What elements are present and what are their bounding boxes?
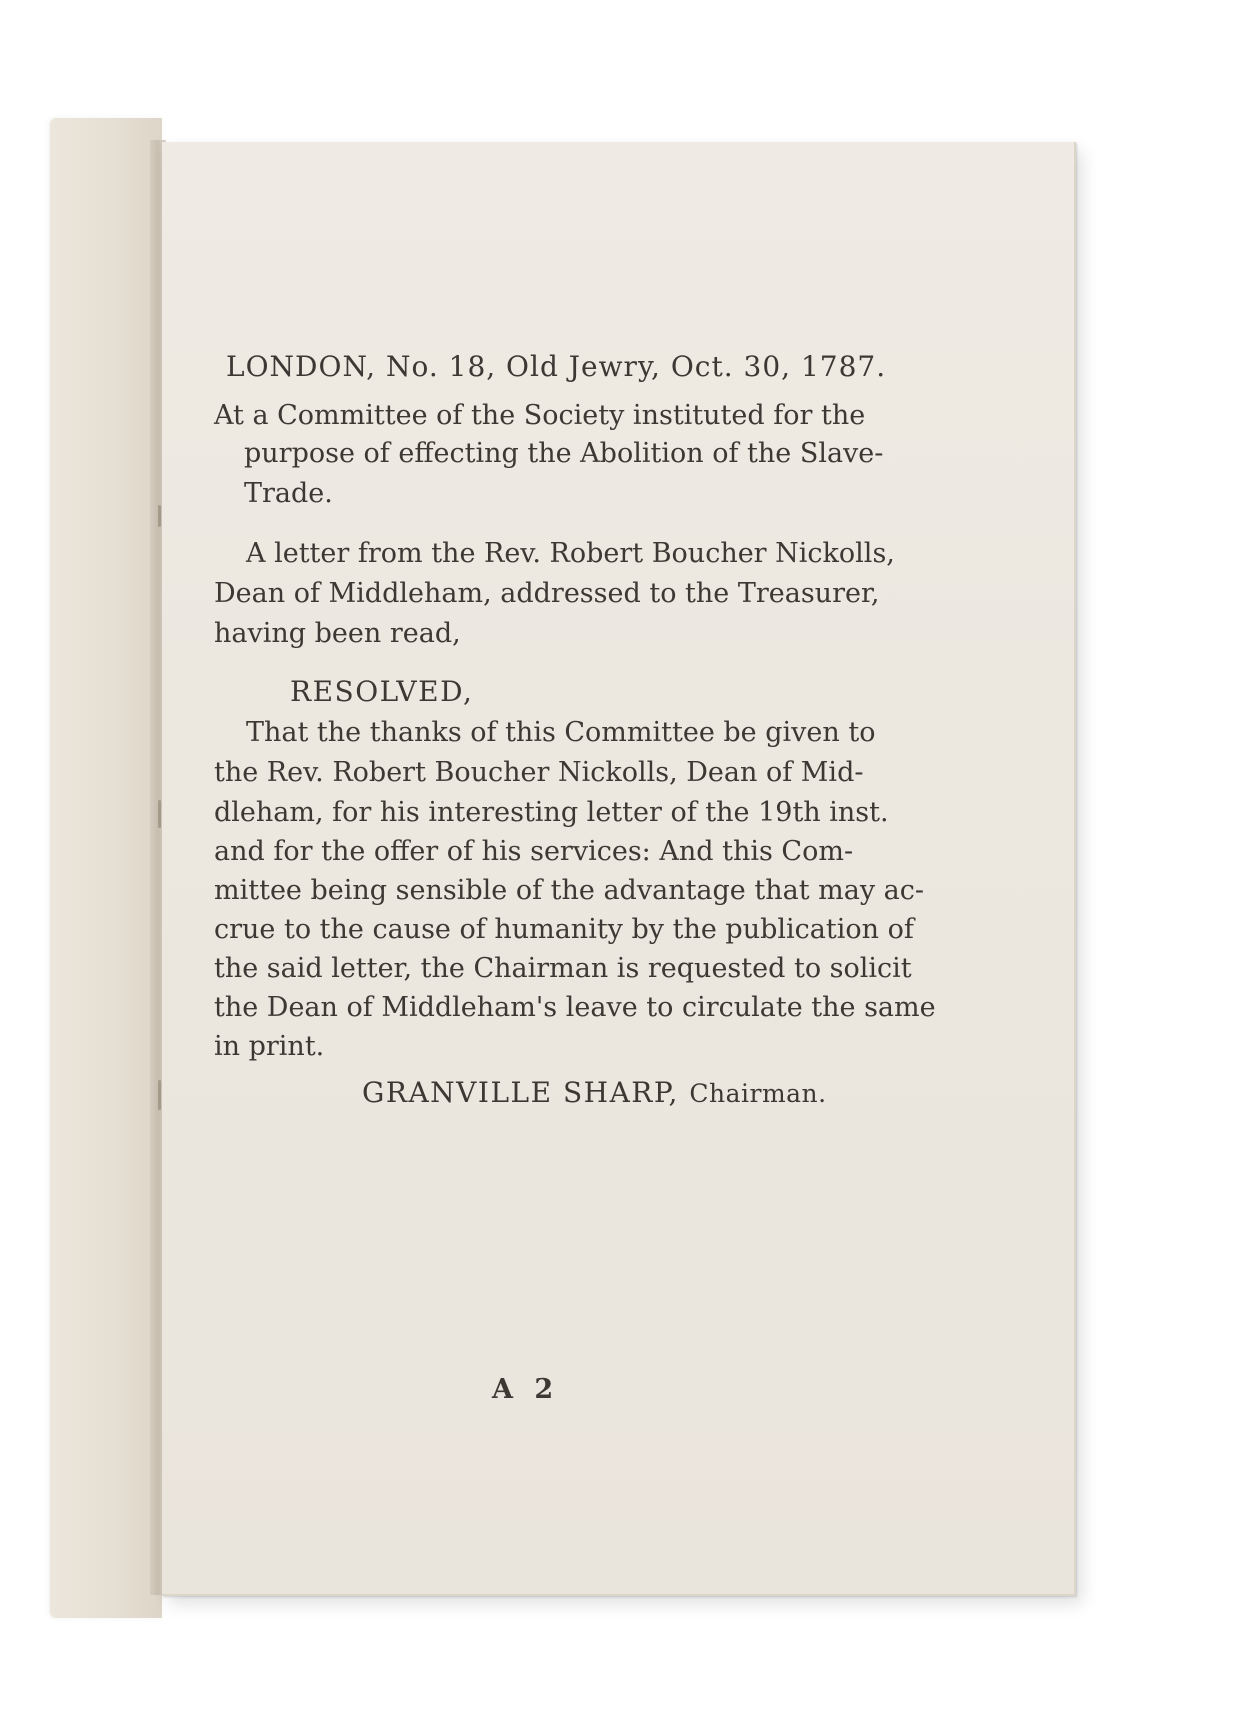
resolution-line-5: mittee being sensible of the advantage that may ac- xyxy=(214,875,925,906)
resolution-line-6: crue to the cause of humanity by the publication of xyxy=(214,914,914,945)
intro-line-1: At a Committee of the Society instituted for the xyxy=(214,400,866,431)
binding-thread xyxy=(158,505,161,527)
resolution-line-3: dleham, for his interesting letter of the 19th inst. xyxy=(214,797,889,828)
signature-name: GRANVILLE SHARP, xyxy=(362,1076,679,1109)
signature-title: Chairman. xyxy=(689,1079,827,1108)
resolution-line-1: That the thanks of this Committee be given to xyxy=(246,717,876,748)
binding-thread xyxy=(158,800,161,828)
intro-line-3: Trade. xyxy=(244,478,333,509)
intro-line-2: purpose of effecting the Abolition of the Slave- xyxy=(244,438,884,469)
letter-line-3: having been read, xyxy=(214,618,461,649)
page-heading: LONDON, No. 18, Old Jewry, Oct. 30, 1787. xyxy=(226,350,887,383)
resolved-heading: RESOLVED, xyxy=(290,675,474,708)
left-page xyxy=(50,118,162,1618)
resolution-line-7: the said letter, the Chairman is requested to solicit xyxy=(214,953,912,984)
resolution-line-4: and for the offer of his services: And this Com- xyxy=(214,836,854,867)
binding-thread xyxy=(158,1080,161,1110)
signature-mark: A 2 xyxy=(492,1374,560,1405)
printed-page xyxy=(162,142,1076,1596)
letter-line-2: Dean of Middleham, addressed to the Treasurer, xyxy=(214,578,880,609)
resolution-line-2: the Rev. Robert Boucher Nickolls, Dean of Mid- xyxy=(214,757,864,788)
resolution-line-9: in print. xyxy=(214,1031,325,1062)
letter-line-1: A letter from the Rev. Robert Boucher Nickolls, xyxy=(246,538,895,569)
resolution-line-8: the Dean of Middleham's leave to circulate the same xyxy=(214,992,936,1023)
signature xyxy=(362,1076,827,1109)
